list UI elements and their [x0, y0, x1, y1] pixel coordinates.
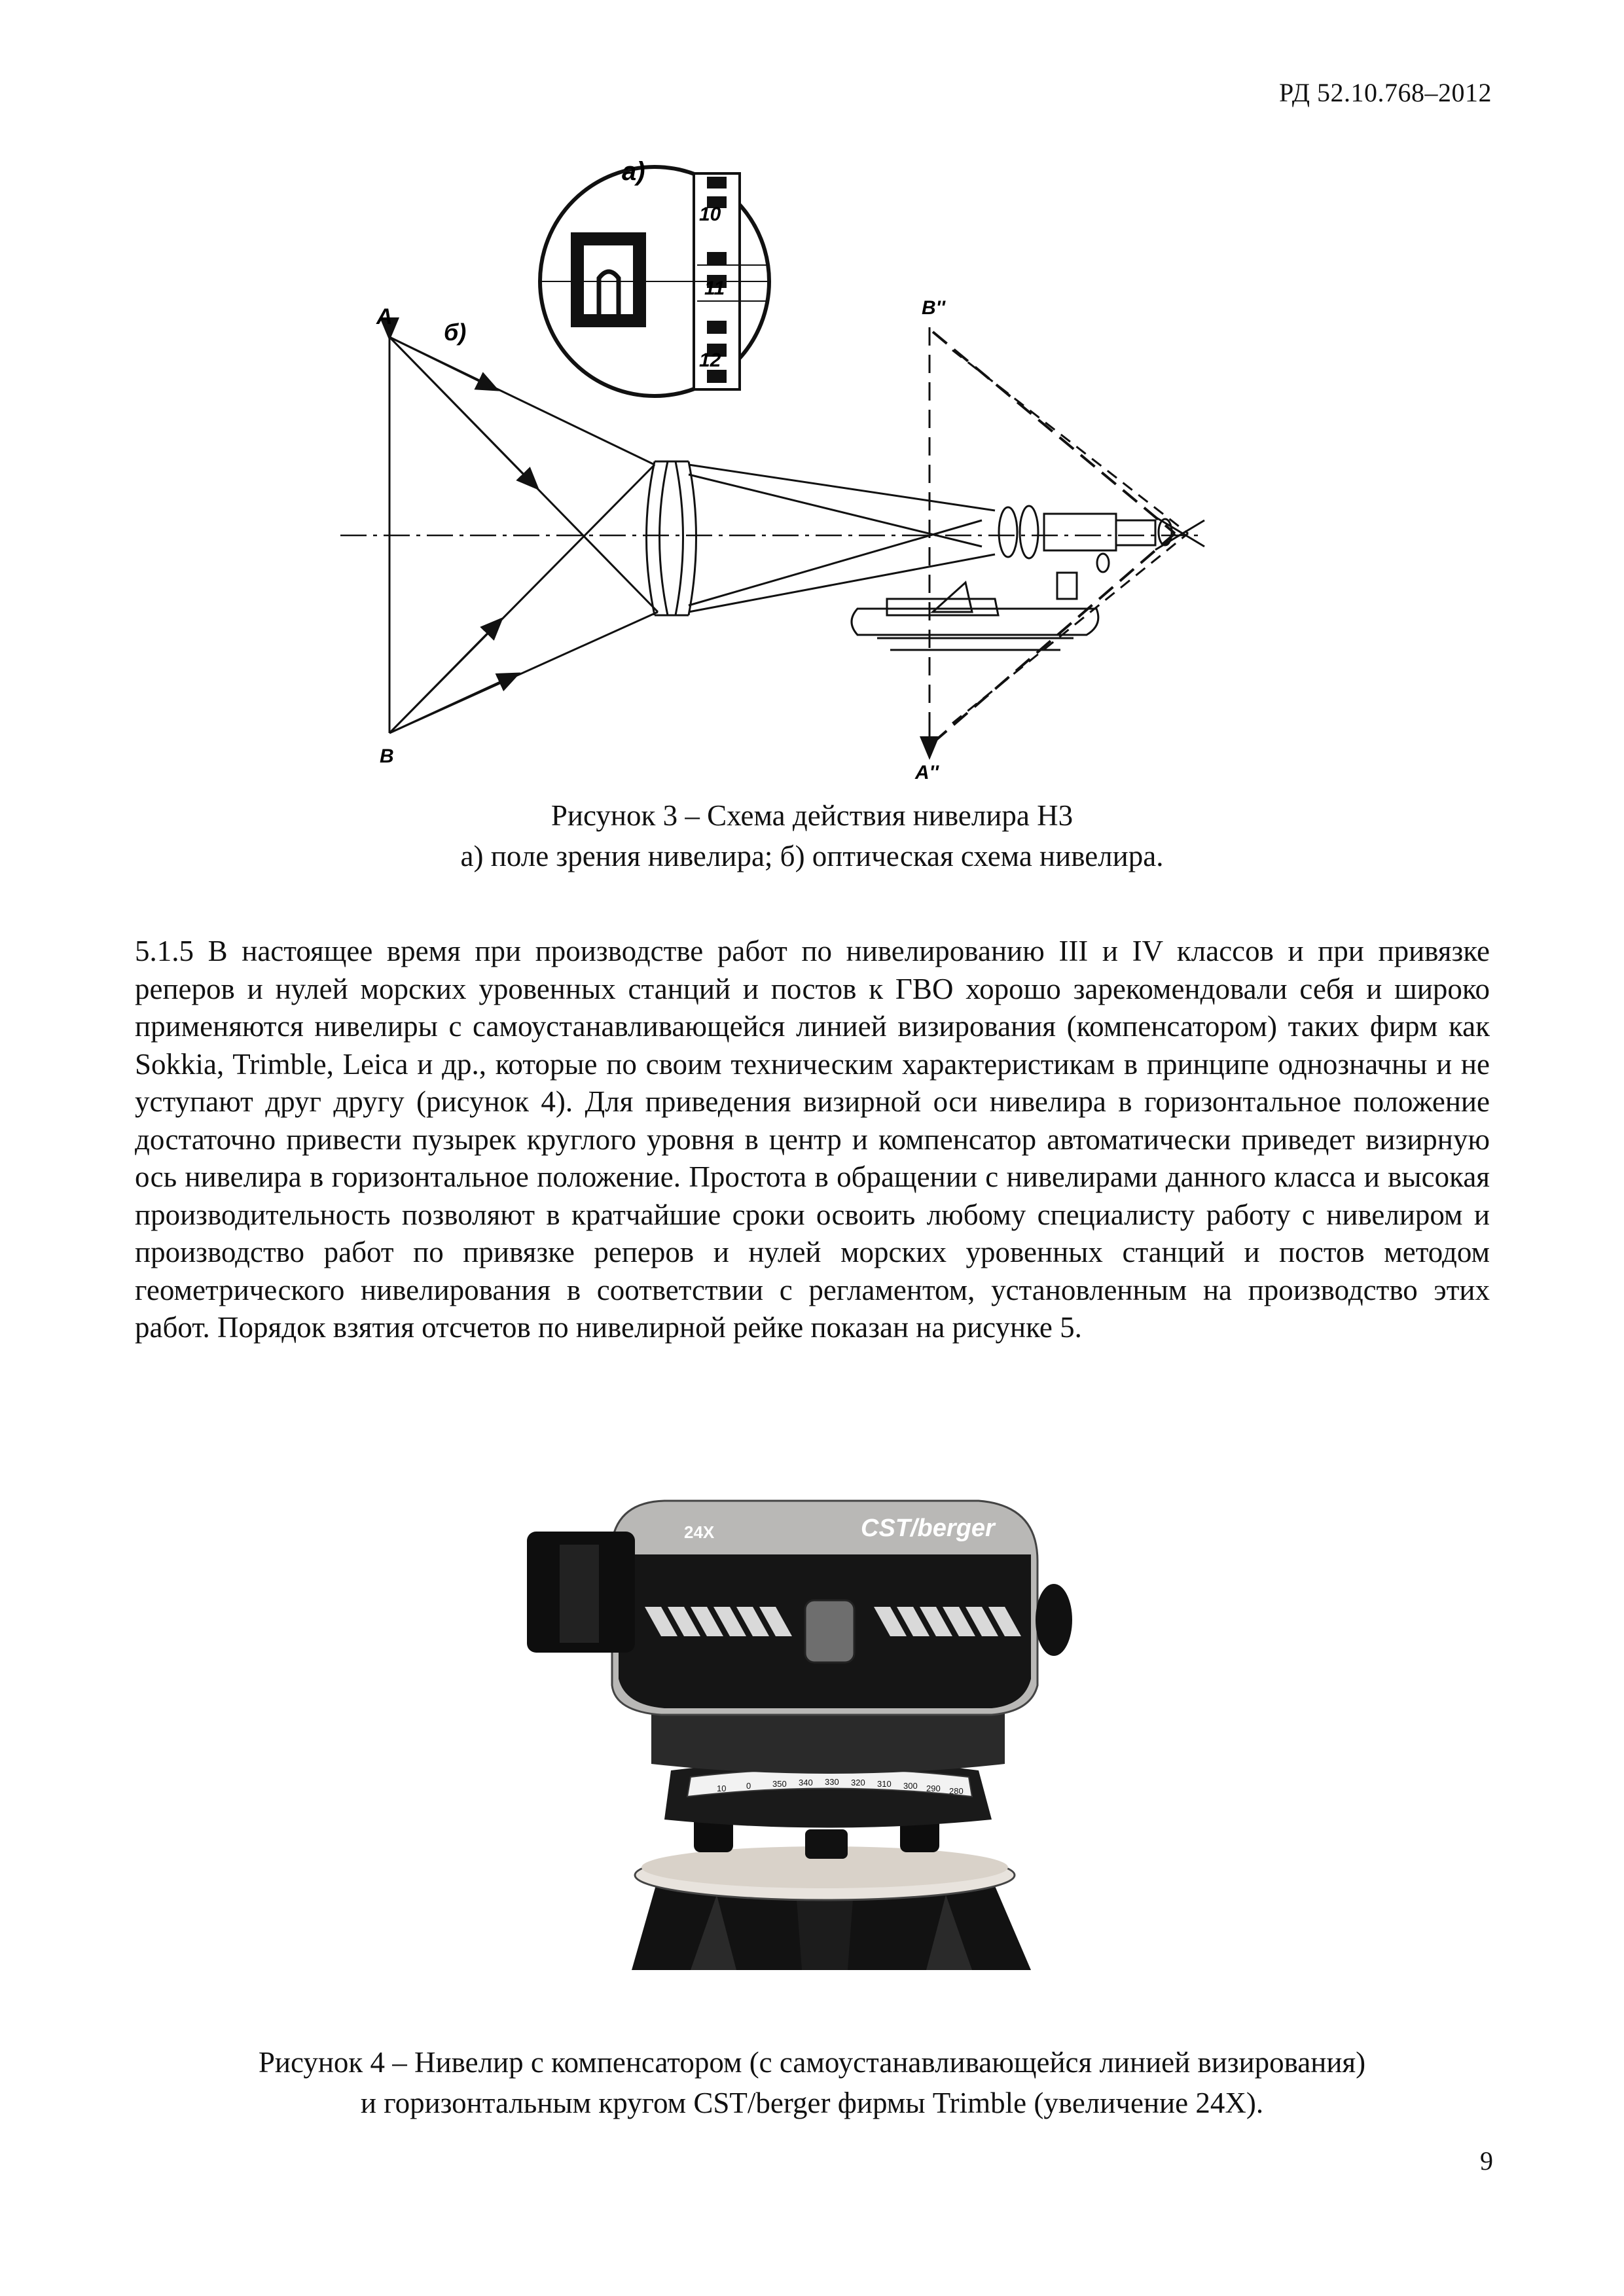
scale-mark-12: 12: [699, 350, 721, 371]
dial-mark-310: 310: [877, 1779, 892, 1789]
label-point-a: A: [376, 304, 393, 329]
dial-mark-10: 10: [717, 1784, 727, 1793]
figure-3-optical-scheme: [340, 154, 1283, 782]
figure-4-level-photo: [520, 1489, 1132, 1970]
dial-mark-290: 290: [926, 1784, 941, 1793]
figure-4-caption-title: Рисунок 4 – Нивелир с компенсатором (с самоустанавливающейся линией визирования): [258, 2046, 1366, 2079]
label-a-view: a): [622, 157, 645, 186]
figure-3-caption-title: Рисунок 3 – Схема действия нивелира Н3: [550, 799, 1074, 832]
dial-mark-340: 340: [799, 1778, 813, 1787]
figure-4-caption-subtitle: и горизонтальным кругом CST/berger фирмы Trimble (увеличение 24X).: [360, 2087, 1264, 2119]
dial-mark-300: 300: [903, 1781, 918, 1791]
paragraph-5-1-5: 5.1.5 В настоящее время при производстве работ по нивелированию III и IV классов и при привязке реперов и нулей морских уровенных станций и постов к ГВО хорошо зарекомендовали себя и широко применяются нивелиры с самоустанавливающейся линией визирования (компенсатором) таких фирм как Sokkia, Trimble, Leica и др., которые по своим техническим характеристикам в принципе однозначны и не уступают друг другу (рисунок 4). Для приведения визирной оси нивелира в горизонтальное положение достаточно привести пузырек круглого уровня в центр и компенсатор автоматически приведет визирную ось нивелира в горизонтальное положение. Простота в обращении с нивелирами данного класса и высокая производительность позволяют в кратчайшие сроки освоить любому специалисту работу с нивелиром и производство работ по привязке реперов и нулей морских уровенных станций и постов методом геометрического нивелирования в соответствии с регламентом, установленным на производство этих работ. Порядок взятия отсчетов по нивелирной рейке показан на рисунке 5.: [135, 935, 1490, 1344]
label-point-b: B: [380, 745, 394, 767]
dial-mark-0: 0: [746, 1781, 751, 1791]
label-b-scheme: б): [444, 319, 467, 346]
dial-mark-280: 280: [949, 1786, 964, 1796]
figure-3-caption-subtitle: а) поле зрения нивелира; б) оптическая схема нивелира.: [460, 840, 1164, 872]
scale-mark-11: 11: [704, 278, 725, 299]
device-zoom-label: 24X: [684, 1522, 715, 1542]
figure-4-caption: [0, 2042, 1624, 2123]
field-of-view-inset: [540, 167, 769, 396]
figure-3-caption: [0, 795, 1624, 876]
scale-mark-10: 10: [699, 204, 721, 225]
dial-mark-350: 350: [772, 1779, 787, 1789]
page-number: 9: [1480, 2146, 1493, 2176]
dial-mark-320: 320: [851, 1778, 865, 1787]
label-point-b2: B'': [922, 297, 945, 319]
label-point-a2: A'': [915, 762, 939, 782]
document-number-header: РД 52.10.768–2012: [1278, 78, 1492, 107]
device-brand-label: CST/berger: [861, 1515, 995, 1542]
dial-mark-330: 330: [825, 1777, 839, 1787]
